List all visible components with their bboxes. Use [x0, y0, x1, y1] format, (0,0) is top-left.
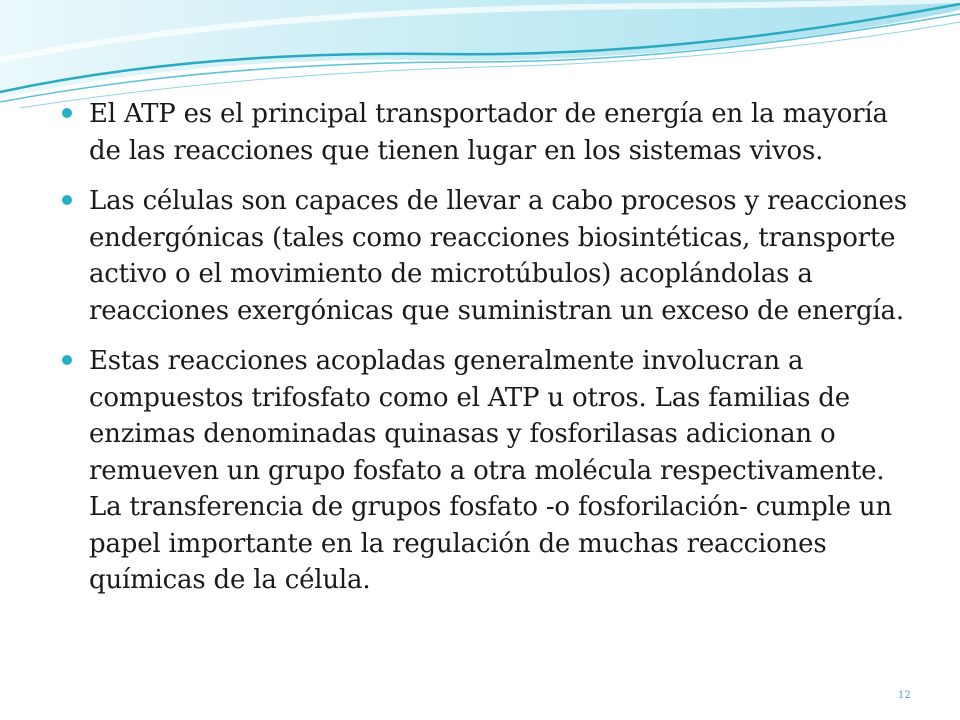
bullet-item: [62, 343, 912, 599]
bullet-text: Las células son capaces de llevar a cabo procesos y reacciones endergónicas (tales como reacciones biosintéticas, transporte activo o el movimiento de microtúbulos) acoplándolas a reacciones exergónicas que suministran un exceso de energía.: [89, 186, 907, 326]
bullet-dot-icon: [62, 355, 72, 365]
bullet-dot-icon: [62, 108, 72, 118]
slide-number: 12: [898, 690, 911, 701]
bullet-item: [62, 183, 912, 329]
bullet-list: [62, 96, 912, 613]
bullet-dot-icon: [62, 195, 72, 205]
bullet-text: Estas reacciones acopladas generalmente involucran a compuestos trifosfato como el ATP u otros. Las familias de enzimas denominadas quinasas y fosforilasas adicionan o remueven un grupo fosfato a otra molécula respectivamente. La transferencia de grupos fosfato -o fosforilación- cumple un papel importante en la regulación de muchas reacciones químicas de la célula.: [89, 346, 892, 595]
bullet-item: [62, 96, 912, 169]
bullet-text: El ATP es el principal transportador de energía en la mayoría de las reacciones que tienen lugar en los sistemas vivos.: [89, 99, 888, 166]
